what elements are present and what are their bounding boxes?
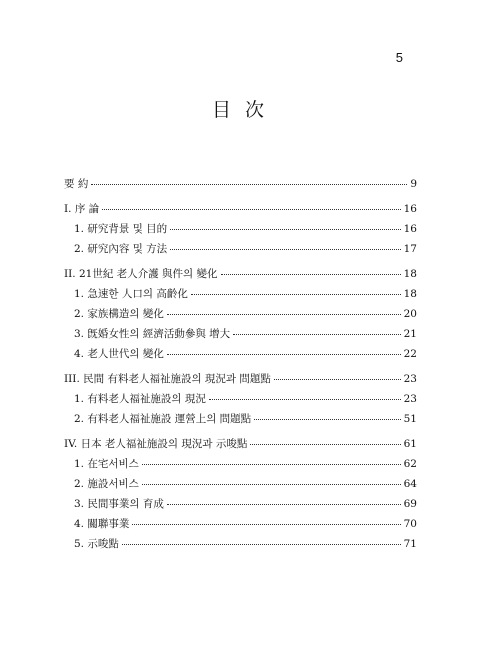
toc-entry-page: 71	[403, 538, 417, 550]
toc-entry-4-2	[64, 477, 417, 491]
toc-entry-page: 23	[403, 393, 417, 405]
toc-entry-2-4	[64, 347, 417, 361]
toc-entry-2-3	[64, 327, 417, 341]
toc-entry-page: 61	[403, 438, 417, 450]
toc-entry-label: IV. 日本 老人福祉施設의 現況과 示唆點	[64, 438, 248, 450]
table-of-contents	[64, 177, 417, 551]
toc-entry-2-2	[64, 307, 417, 321]
toc-entry-label: 3. 旣婚女性의 經濟活動參與 增大	[74, 328, 231, 340]
toc-entry-2-1	[64, 287, 417, 301]
toc-leader-dots	[191, 294, 401, 295]
page-number: 5	[395, 50, 403, 65]
toc-entry-summary	[64, 177, 417, 191]
toc-entry-page: 64	[403, 478, 417, 490]
toc-entry-label: II. 21世紀 老人介護 與件의 變化	[64, 268, 218, 280]
toc-leader-dots	[170, 229, 400, 230]
toc-entry-page: 16	[403, 223, 417, 235]
toc-leader-dots	[170, 249, 400, 250]
toc-entry-4-1	[64, 457, 417, 471]
toc-entry-3-1	[64, 392, 417, 406]
toc-entry-chapter-4	[64, 437, 417, 451]
toc-leader-dots	[254, 419, 400, 420]
toc-entry-label: 4. 關聯事業	[74, 518, 130, 530]
toc-entry-label: 2. 家族構造의 變化	[74, 308, 164, 320]
toc-entry-4-3	[64, 497, 417, 511]
toc-entry-3-2	[64, 412, 417, 426]
toc-entry-1-2	[64, 242, 417, 256]
toc-leader-dots	[142, 464, 401, 465]
toc-entry-page: 20	[403, 308, 417, 320]
toc-entry-chapter-2	[64, 267, 417, 281]
toc-leader-dots	[167, 314, 401, 315]
toc-entry-page: 69	[403, 498, 417, 510]
toc-entry-page: 62	[403, 458, 417, 470]
toc-entry-label: 1. 急速한 人口의 高齡化	[74, 288, 188, 300]
toc-entry-4-5	[64, 537, 417, 551]
toc-entry-page: 17	[403, 243, 417, 255]
toc-entry-label: 2. 研究內容 및 方法	[74, 243, 168, 255]
toc-leader-dots	[274, 379, 401, 380]
toc-leader-dots	[91, 184, 407, 185]
toc-entry-page: 18	[403, 268, 417, 280]
toc-entry-page: 70	[403, 518, 417, 530]
toc-entry-page: 51	[403, 413, 417, 425]
toc-entry-page: 23	[403, 373, 417, 385]
toc-entry-page: 16	[403, 203, 417, 215]
toc-entry-label: 4. 老人世代의 變化	[74, 348, 164, 360]
toc-entry-label: 5. 示唆點	[74, 538, 119, 550]
toc-entry-label: 2. 施設서비스	[74, 478, 139, 490]
toc-entry-page: 18	[403, 288, 417, 300]
toc-leader-dots	[209, 399, 401, 400]
toc-entry-page: 21	[403, 328, 417, 340]
toc-entry-label: 1. 在宅서비스	[74, 458, 139, 470]
toc-entry-chapter-1	[64, 202, 417, 216]
toc-leader-dots	[250, 444, 400, 445]
toc-entry-1-1	[64, 222, 417, 236]
page-title: 目 次	[211, 99, 269, 121]
toc-entry-4-4	[64, 517, 417, 531]
toc-entry-label: 1. 研究背景 및 目的	[74, 223, 168, 235]
toc-leader-dots	[102, 209, 400, 210]
toc-leader-dots	[167, 504, 401, 505]
toc-entry-label: III. 民間 有料老人福祉施設의 現況과 問題點	[64, 373, 271, 385]
toc-entry-label: 要 約	[64, 178, 89, 190]
toc-leader-dots	[132, 524, 400, 525]
toc-entry-label: I. 序 論	[64, 203, 100, 215]
toc-entry-label: 2. 有料老人福祉施設 運營上의 問題點	[74, 413, 252, 425]
toc-entry-label: 3. 民間事業의 育成	[74, 498, 164, 510]
toc-entry-page: 22	[403, 348, 417, 360]
toc-leader-dots	[221, 274, 401, 275]
toc-leader-dots	[142, 484, 401, 485]
toc-entry-page: 9	[410, 178, 417, 190]
toc-entry-label: 1. 有料老人福祉施設의 現況	[74, 393, 206, 405]
toc-leader-dots	[167, 354, 401, 355]
toc-entry-chapter-3	[64, 372, 417, 386]
toc-leader-dots	[122, 544, 401, 545]
toc-leader-dots	[233, 334, 400, 335]
